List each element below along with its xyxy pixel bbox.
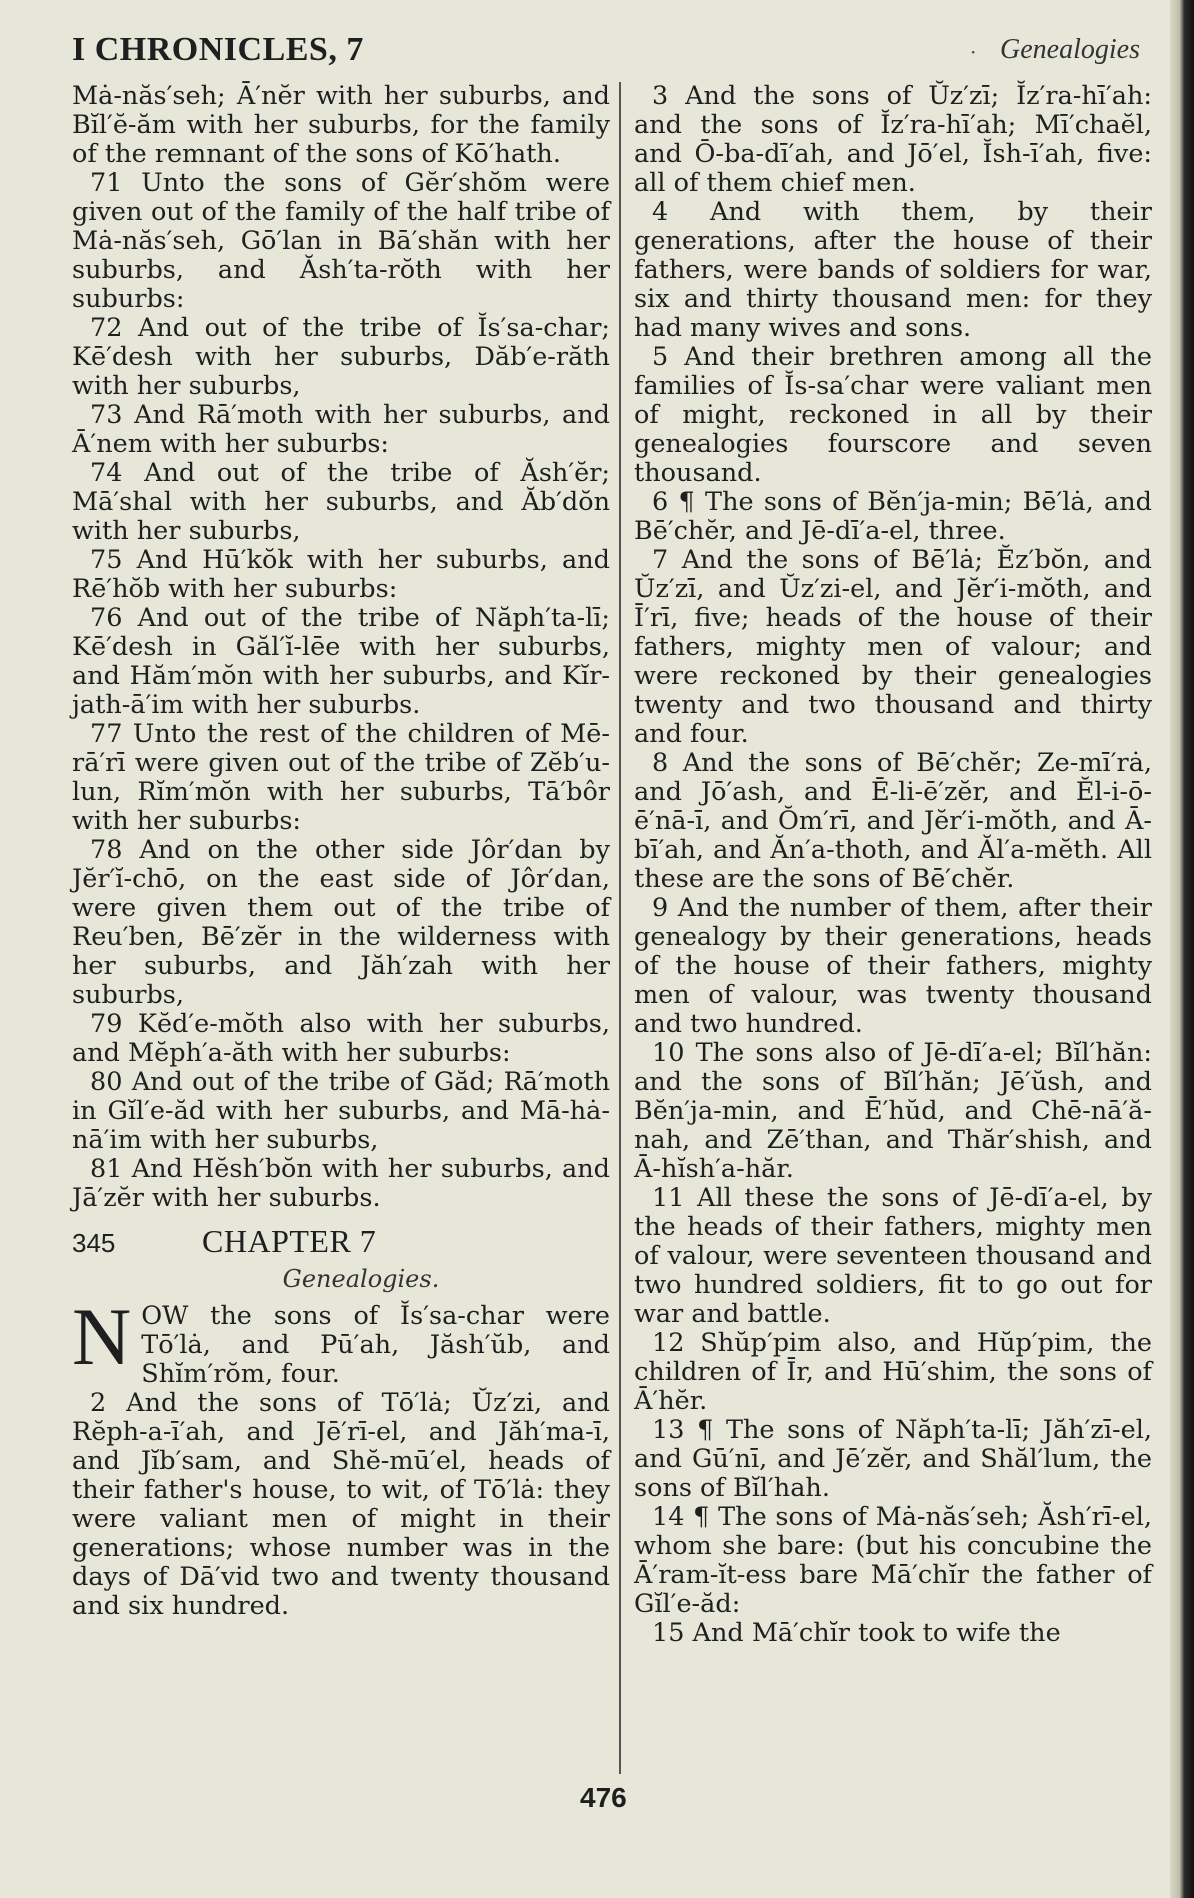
verse-77: 77 Unto the rest of the children of Mē-rā′rī were given out of the tribe of Zĕb′u-lun, Rĭm′mŏn with her suburbs, Tā′bôr with her suburbs: <box>72 719 610 836</box>
chapter-title: CHAPTER 7 <box>202 1223 377 1259</box>
book-spine-shadow <box>1170 0 1194 1898</box>
verse-75: 75 And Hū′kŏk with her suburbs, and Rē′hŏb with her suburbs: <box>72 545 610 604</box>
verse-14: 14 ¶ The sons of Mȧ-năs′seh; Ăsh′rī-el, whom she bare: (but his concubine the Ā′ram-ĭt-ess bare Mā′chĭr the father of Gĭl′e-ăd: <box>634 1502 1152 1619</box>
verse-79: 79 Kĕd′e-mŏth also with her suburbs, and Mĕph′a-ăth with her suburbs: <box>72 1009 610 1068</box>
verse-70-continued: Mȧ-năs′seh; Ā′nĕr with her suburbs, and Bĭl′ĕ-ăm with her suburbs, for the family of the remnant of the sons of Kō′hath. <box>72 81 610 169</box>
running-title: I CHRONICLES, 7 <box>72 31 364 68</box>
left-column <box>72 82 610 1774</box>
chapter-heading <box>72 1223 610 1265</box>
verse-6: 6 ¶ The sons of Bĕn′ja-min; Bē′lȧ, and Bē′chĕr, and Jē-dī′a-el, three. <box>634 487 1152 546</box>
verse-78: 78 And on the other side Jôr′dan by Jĕr′ĭ-chō, on the east side of Jôr′dan, were given them out of the tribe of Reu′ben, Bē′zĕr in the wilderness with her suburbs, and Jăh′zah with her suburbs, <box>72 835 610 1010</box>
verse-9: 9 And the number of them, after their genealogy by their generations, heads of the house of their fathers, mighty men of valour, was twenty thousand and two hundred. <box>634 893 1152 1039</box>
verse-76: 76 And out of the tribe of Năph′ta-lī; Kē′desh in Găl′ĭ-lēe with her suburbs, and Hăm′mŏn with her suburbs, and Kĭr-jath-ā′im with her suburbs. <box>72 603 610 720</box>
header-dot: · <box>970 40 977 64</box>
right-column <box>634 82 1152 1774</box>
verse-4: 4 And with them, by their generations, after the house of their fathers, were bands of soldiers for war, six and thirty thousand men: for they had many wives and sons. <box>634 197 1152 343</box>
verse-81: 81 And Hĕsh′bŏn with her suburbs, and Jā′zĕr with her suburbs. <box>72 1154 610 1213</box>
chapter-summary: Genealogies. <box>282 1265 440 1293</box>
verse-1 <box>72 1291 610 1389</box>
running-subject: Genealogies <box>1000 34 1140 65</box>
verse-11: 11 All these the sons of Jē-dī′a-el, by the heads of their fathers, mighty men of valour, were seventeen thousand and two hundred soldiers, fit to go out for war and battle. <box>634 1183 1152 1329</box>
verse-12: 12 Shŭp′pim also, and Hŭp′pim, the children of Īr, and Hū′shim, the sons of Ā′hĕr. <box>634 1328 1152 1416</box>
column-rule <box>619 82 621 1774</box>
verse-72: 72 And out of the tribe of Ĭs′sa-char; Kē′desh with her suburbs, Dăb′e-răth with her suburbs, <box>72 313 610 401</box>
chapter-marginal-number: 345 <box>72 1228 116 1258</box>
page-number: 476 <box>580 1782 627 1813</box>
verse-15-start: 15 And Mā′chĭr took to wife the <box>652 1618 1061 1648</box>
running-header <box>72 26 1140 74</box>
verse-10: 10 The sons also of Jē-dī′a-el; Bĭl′hăn: and the sons of Bĭl′hăn; Jē′ŭsh, and Bĕn′ja-min, and Ē′hŭd, and Chē-nā′ă-nah, and Zē′than, and Thăr′shish, and Ā-hĭsh′a-hăr. <box>634 1038 1152 1184</box>
drop-cap: N <box>72 1291 132 1382</box>
verse-3: 3 And the sons of Ŭz′zī; Ĭz′ra-hī′ah: and the sons of Ĭz′ra-hī′ah; Mī′chaĕl, and Ō-ba-dī′ah, and Jō′el, Ĭsh-ī′ah, five: all of them chief men. <box>634 81 1152 198</box>
verse-5: 5 And their brethren among all the families of Ĭs-sa′char were valiant men of might, reckoned in all by their genealogies fourscore and seven thousand. <box>634 342 1152 488</box>
verse-1-text: OW the sons of Ĭs′sa-char were Tō′lȧ, and Pū′ah, Jăsh′ŭb, and Shĭm′rŏm, four. <box>141 1301 610 1389</box>
verse-73: 73 And Rā′moth with her suburbs, and Ā′nem with her suburbs: <box>72 400 610 459</box>
verse-74: 74 And out of the tribe of Ăsh′ĕr; Mā′shal with her suburbs, and Ăb′dŏn with her suburbs, <box>72 458 610 546</box>
verse-8: 8 And the sons of Bē′chĕr; Ze-mī′rȧ, and Jō′ash, and Ē-li-ē′zĕr, and Ĕl-i-ō-ē′nā-ī, and Ŏm′rī, and Jĕr′i-mŏth, and Ā-bī′ah, and Ăn′a-thoth, and Ăl′a-mĕth. All these are the sons of Bē′chĕr. <box>634 748 1152 894</box>
verse-80: 80 And out of the tribe of Găd; Rā′moth in Gĭl′e-ăd with her suburbs, and Mā-hȧ-nā′im with her suburbs, <box>72 1067 610 1155</box>
verse-2: 2 And the sons of Tō′lȧ; Ŭz′zi, and Rĕph-a-ī′ah, and Jē′rī-el, and Jăh′ma-ī, and Jĭb′sam, and Shĕ-mū′el, heads of their father's house, to wit, of Tō′lȧ: they were valiant men of might in their generations; whose number was in the days of Dā′vid two and twenty thousand and six hundred. <box>72 1388 610 1621</box>
verse-71: 71 Unto the sons of Gĕr′shŏm were given out of the family of the half tribe of Mȧ-năs′seh, Gō′lan in Bā′shăn with her suburbs, and Ăsh′ta-rŏth with her suburbs: <box>72 168 610 314</box>
verse-13: 13 ¶ The sons of Năph′ta-lī; Jăh′zī-el, and Gū′nī, and Jē′zĕr, and Shăl′lum, the sons of Bĭl′hah. <box>634 1415 1152 1503</box>
verse-7: 7 And the sons of Bē′lȧ; Ĕz′bŏn, and Ŭz′zī, and Ŭz′zi-el, and Jĕr′i-mŏth, and Ī′rī, five; heads of the house of their fathers, mighty men of valour; and were reckoned by their genealogies twenty and two thousand and thirty and four. <box>634 545 1152 749</box>
